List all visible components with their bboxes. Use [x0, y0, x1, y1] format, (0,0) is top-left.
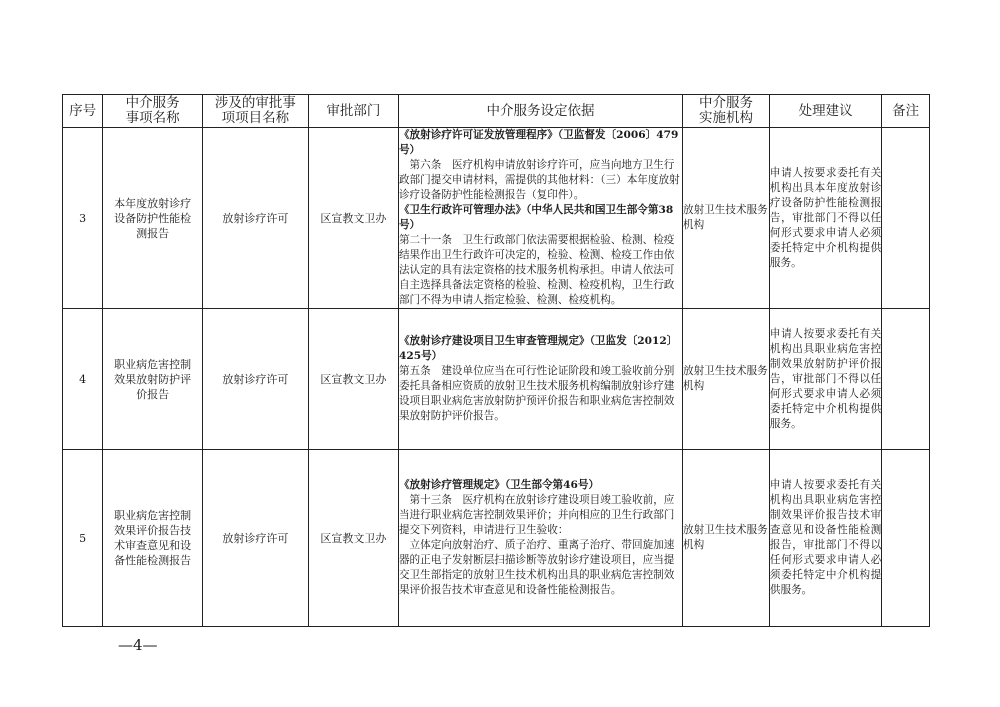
header-remark	[882, 95, 930, 128]
row-org: 放射卫生技术服务机构	[683, 128, 770, 309]
header-text-line: 审批部门	[326, 102, 381, 119]
header-text-line: 中介服务	[125, 95, 180, 111]
header-text-line: 处理建议	[798, 102, 853, 119]
basis-regulation-title: 《放射诊疗建设项目卫生审查管理规定》（卫监发〔2012〕425号）	[398, 335, 678, 362]
header-text-line: 中介服务设定依据	[486, 102, 595, 119]
table-row	[63, 309, 930, 450]
row-basis	[398, 309, 682, 450]
row-approval-item: 放射诊疗许可	[202, 309, 308, 450]
basis-clause: 立体定向放射治疗、质子治疗、重离子治疗、带回旋加速器的正电子发射断层扫描诊断等放射诊疗建设项目，应当提交卫生部指定的放射卫生技术机构出具的职业病危害控制效果评价报告技术审查意见和设备性能检测报告。	[398, 539, 675, 596]
header-advice	[769, 95, 881, 128]
page-number: —4—	[118, 636, 158, 654]
row-approval-item: 放射诊疗许可	[202, 450, 308, 627]
row-advice: 申请人按要求委托有关机构出具本年度放射诊疗设备防护性能检测报告，审批部门不得以任何形式要求申请人必须委托特定中介机构提供服务。	[769, 128, 881, 309]
table-row	[63, 450, 930, 627]
basis-clause: 第五条 建设单位应当在可行性论证阶段和竣工验收前分别委托具备相应资质的放射卫生技术服务机构编制放射诊疗建设项目职业病危害放射防护预评价报告和职业病危害控制效果放射防护评价报告。	[398, 365, 675, 422]
row-advice: 申请人按要求委托有关机构出具职业病危害控制效果放射防护评价报告，审批部门不得以任何形式要求申请人必须委托特定中介机构提供服务。	[769, 309, 881, 450]
header-text-line: 备注	[892, 102, 920, 119]
row-no: 4	[63, 309, 103, 450]
row-item-name: 本年度放射诊疗设备防护性能检测报告	[103, 128, 203, 309]
basis-clause: 第六条 医疗机构申请放射诊疗许可，应当向地方卫生行政部门提交申请材料，需提供的其他材料：（三）本年度放射诊疗设备防护性能检测报告（复印件）。	[398, 159, 680, 201]
header-text-line: 序号	[69, 102, 97, 119]
header-text-line: 项项目名称	[221, 110, 290, 126]
intermediary-services-table	[62, 94, 930, 627]
header-basis	[398, 95, 682, 128]
row-remark	[882, 450, 930, 627]
header-no	[63, 95, 103, 128]
header-text-line: 中介服务	[698, 95, 753, 111]
row-basis	[398, 128, 682, 309]
basis-regulation-title: 《卫生行政许可管理办法》（中华人民共和国卫生部令第38号）	[398, 204, 674, 231]
row-advice: 申请人按要求委托有关机构出具职业病危害控制效果评价报告技术审查意见和设备性能检测报告，审批部门不得以任何形式要求申请人必须委托特定中介机构提供服务。	[769, 450, 881, 627]
row-org: 放射卫生技术服务机构	[683, 450, 770, 627]
row-org: 放射卫生技术服务机构	[683, 309, 770, 450]
header-approval-item	[202, 95, 308, 128]
row-no: 5	[63, 450, 103, 627]
row-remark	[882, 309, 930, 450]
header-row	[63, 95, 930, 128]
basis-regulation-title: 《放射诊疗管理规定》（卫生部令第46号）	[398, 479, 600, 491]
header-item-name	[103, 95, 203, 128]
header-dept	[308, 95, 398, 128]
basis-clause: 第二十一条 卫生行政部门依法需要根据检验、检测、检疫结果作出卫生行政许可决定的，检验、检测、检疫工作由依法认定的具有法定资格的技术服务机构承担。申请人依法可自主选择具备法定资格的检验、检测、检疫机构，卫生行政部门不得为申请人指定检验、检测、检疫机构。	[398, 234, 675, 306]
basis-regulation-title: 《放射诊疗许可证发放管理程序》（卫监督发〔2006〕479号）	[398, 129, 679, 156]
row-dept: 区宣教文卫办	[308, 450, 398, 627]
header-text-line: 事项名称	[125, 110, 180, 126]
row-item-name: 职业病危害控制效果评价报告技术审查意见和设备性能检测报告	[103, 450, 203, 627]
header-text-line: 实施机构	[698, 110, 753, 126]
row-basis	[398, 450, 682, 627]
header-org	[683, 95, 770, 128]
row-dept: 区宣教文卫办	[308, 128, 398, 309]
basis-clause: 第十三条 医疗机构在放射诊疗建设项目竣工验收前，应当进行职业病危害控制效果评价；并向相应的卫生行政部门提交下列资料，申请进行卫生验收：	[398, 494, 675, 536]
row-no: 3	[63, 128, 103, 309]
row-item-name: 职业病危害控制效果放射防护评价报告	[103, 309, 203, 450]
header-text-line: 涉及的审批事	[214, 95, 296, 111]
row-dept: 区宣教文卫办	[308, 309, 398, 450]
row-approval-item: 放射诊疗许可	[202, 128, 308, 309]
table-row	[63, 128, 930, 309]
row-remark	[882, 128, 930, 309]
